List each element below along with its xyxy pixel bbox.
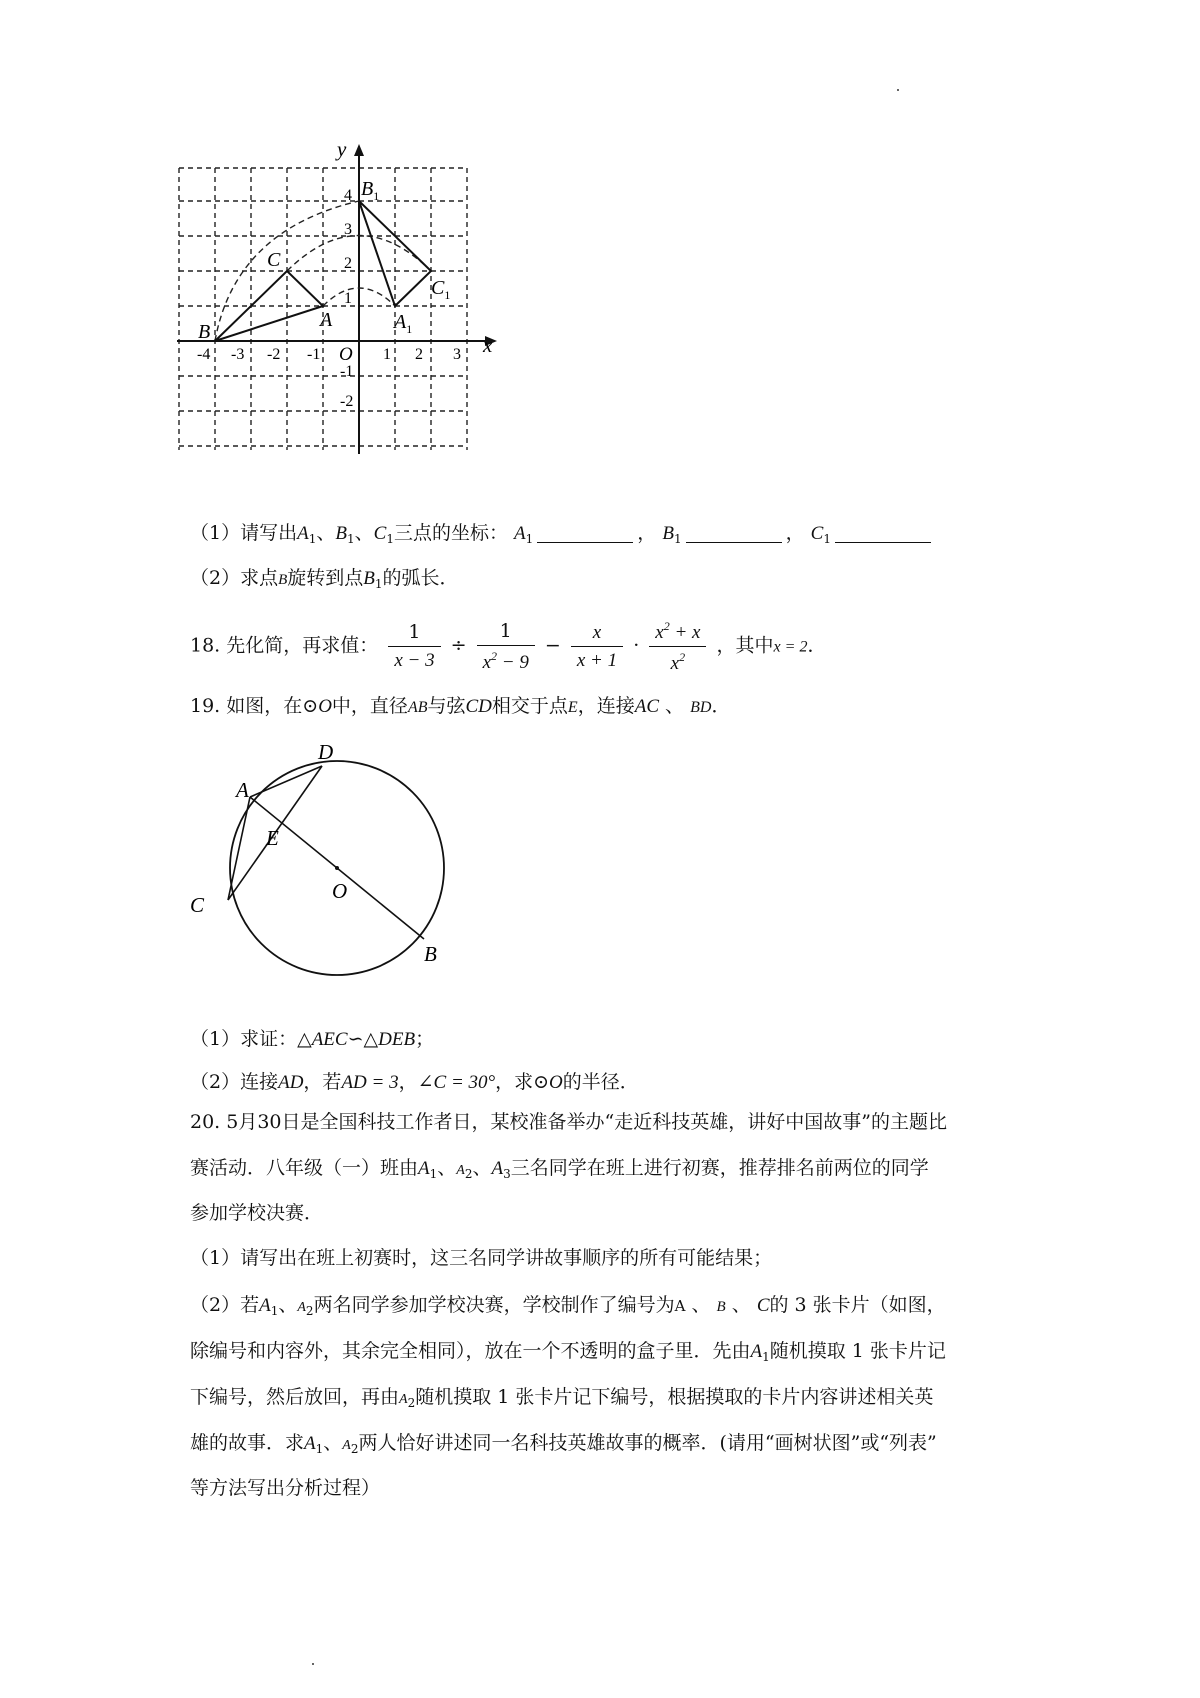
card-A: A [674, 1297, 686, 1315]
q17-part2 [190, 569, 459, 590]
q19-part2 [190, 1073, 639, 1092]
sub: 1 [315, 1442, 324, 1456]
label-A: A [236, 778, 249, 802]
var-AD: AD [278, 1072, 304, 1093]
q20-line3 [190, 1204, 323, 1223]
q19-part1 [190, 1030, 434, 1049]
text: ，连接 [577, 695, 635, 717]
text: 的半径． [562, 1071, 639, 1093]
exp: 2 [679, 650, 686, 664]
answer-blank-B1[interactable] [686, 524, 782, 543]
fraction-3 [571, 623, 623, 670]
mul-dot: · [633, 634, 640, 657]
text: 参加学校决赛． [190, 1202, 324, 1224]
similarity-expr: △AEC∽△DEB [297, 1029, 416, 1050]
y-tick-4: 4 [344, 187, 352, 204]
q18-condition: x = 2 [773, 638, 808, 656]
coordinate-grid-figure [175, 140, 535, 470]
term: − 9 [497, 651, 529, 673]
frac-num: x [571, 623, 623, 647]
q17-p2-prefix: （2）求点 [190, 567, 279, 589]
point-label-A1: $A_1$ [394, 311, 413, 336]
sub: 1 [270, 1304, 279, 1318]
card-C: C [756, 1295, 770, 1316]
center-point [335, 866, 339, 870]
text: ； [415, 1028, 435, 1050]
scan-speck [312, 1663, 314, 1665]
text: 除编号和内容外，其余完全相同），放在一个不透明的盒子里．先由 [190, 1340, 751, 1362]
comma: ， [637, 522, 657, 544]
text: 的 3 张卡片（如图， [769, 1294, 946, 1316]
text: 中，直径 [331, 695, 408, 717]
frac-num [649, 620, 706, 647]
x-tick--3: -3 [231, 346, 245, 363]
var-A: A [342, 1438, 351, 1453]
q20-line8 [190, 1434, 937, 1455]
q20-line1 [190, 1113, 947, 1132]
var-E: E [567, 699, 578, 716]
text: 随机摸取 1 张卡片记下编号，根据摸取的卡片内容讲述相关英 [415, 1386, 934, 1408]
var-O: O [318, 696, 332, 717]
circle-figure [190, 735, 450, 985]
sub: 1 [386, 532, 394, 546]
fraction-2 [477, 619, 535, 673]
var-A: A [297, 523, 309, 544]
expr-angle: ∠C = 30° [417, 1072, 496, 1093]
answer-blank-C1[interactable] [835, 524, 931, 543]
var: x [670, 653, 680, 674]
sub: 2 [464, 1167, 473, 1181]
y-tick--1: -1 [340, 363, 354, 380]
var-A: A [456, 1163, 465, 1178]
text: 雄的故事．求 [190, 1432, 305, 1454]
text: 随机摸取 1 张卡片记 [769, 1340, 946, 1362]
y-tick-3: 3 [344, 221, 352, 238]
fraction-1 [388, 623, 440, 670]
var-CD: CD [465, 696, 492, 717]
fraction-4 [649, 620, 706, 673]
answer-blank-A1[interactable] [537, 524, 633, 543]
q17-part1 [190, 524, 935, 545]
frac-num: 1 [388, 623, 440, 647]
q17-p2-mid: 旋转到点 [287, 567, 364, 589]
q18-line [190, 620, 826, 673]
q20-line4 [190, 1249, 772, 1268]
frac-den [649, 647, 706, 673]
card-B: B [716, 1299, 726, 1315]
sub: 2 [407, 1396, 416, 1410]
q20-line9 [190, 1479, 380, 1498]
sub: 2 [305, 1304, 314, 1318]
point-label-C1: $C_1$ [431, 277, 451, 302]
text: 19. 如图，在⊙ [190, 695, 319, 717]
var-A: A [514, 523, 526, 544]
text: 两人恰好讲述同一名科技英雄故事的概率．(请用“画树状图”或“列表” [358, 1432, 937, 1454]
sep: 、 [437, 1157, 457, 1179]
sub: 1 [308, 532, 317, 546]
sub: 1 [823, 532, 831, 546]
text: 赛活动．八年级（一）班由 [190, 1157, 419, 1179]
var-A: A [418, 1158, 430, 1179]
text: ，若 [303, 1071, 342, 1093]
segments [228, 766, 424, 939]
sub: 1 [374, 577, 383, 591]
text: （1）求证： [190, 1028, 298, 1050]
text: 20. 5月30日是全国科技工作者日，某校准备举办“走近科技英雄，讲好中国故事”的主题比 [190, 1111, 947, 1133]
text: 等方法写出分析过程） [190, 1477, 381, 1499]
sep: 、 [472, 1157, 492, 1179]
x-tick--2: -2 [267, 346, 281, 363]
var-AB: AB [407, 699, 428, 716]
div-sign: ÷ [450, 634, 467, 657]
x-tick-2: 2 [415, 346, 423, 363]
frac-den: x + 1 [576, 650, 618, 671]
text: （2）连接 [190, 1071, 279, 1093]
label-D: D [318, 740, 334, 764]
sub: 1 [346, 532, 355, 546]
label-E: E [266, 826, 279, 850]
sep: 、 [354, 522, 374, 544]
var-C: C [373, 523, 387, 544]
q20-line6 [190, 1342, 946, 1363]
y-axis-label: y [337, 140, 347, 161]
var-B: B [662, 523, 674, 544]
var: x [655, 622, 664, 643]
text: 与弦 [427, 695, 466, 717]
text: 相交于点 [491, 695, 568, 717]
var-A: A [304, 1433, 316, 1454]
text: ． [711, 695, 731, 717]
label-O: O [332, 879, 348, 903]
point-label-A: A [320, 309, 333, 331]
sub: 2 [350, 1442, 359, 1456]
var-O: O [549, 1072, 563, 1093]
x-axis-label: x [483, 333, 493, 357]
var: x [482, 651, 492, 673]
label-C: C [190, 893, 205, 917]
q20-line2 [190, 1159, 929, 1180]
text: 下编号，然后放回，再由 [190, 1386, 400, 1408]
sub: 1 [525, 532, 534, 546]
y-tick-2: 2 [344, 255, 352, 272]
text: （2）若 [190, 1294, 260, 1316]
sep: 、 [731, 1294, 751, 1316]
minus-sign: − [544, 634, 561, 657]
var-A: A [399, 1392, 408, 1407]
var-B: B [363, 568, 375, 589]
var-AC: AC [634, 696, 659, 717]
sub: 1 [429, 1167, 438, 1181]
exp: 2 [491, 648, 498, 663]
point-label-C: C [267, 249, 281, 271]
frac-num: 1 [477, 622, 535, 646]
exp: 2 [663, 619, 670, 633]
expr-AD: AD = 3 [341, 1072, 399, 1093]
y-axis-arrow [354, 144, 364, 156]
x-tick-3: 3 [453, 346, 461, 363]
text: 三名同学在班上进行初赛，推荐排名前两位的同学 [510, 1157, 929, 1179]
var-A: A [259, 1295, 271, 1316]
text: ， [398, 1071, 418, 1093]
sub: 1 [762, 1350, 770, 1364]
sep: 、 [316, 522, 336, 544]
frac-den [477, 646, 535, 672]
sep: 、 [278, 1294, 298, 1316]
scan-speck [897, 89, 899, 91]
q20-line7 [190, 1388, 933, 1409]
point-label-B: B [198, 321, 211, 343]
x-tick--4: -4 [197, 346, 211, 363]
var-B: B [335, 523, 347, 544]
origin-label: O [339, 344, 353, 365]
y-tick--2: -2 [340, 393, 354, 410]
sep: 、 [323, 1432, 343, 1454]
text: ，求⊙ [495, 1071, 550, 1093]
sub: 1 [673, 532, 682, 546]
point-label-B1: $B_1$ [361, 178, 380, 203]
q18-end: ． [807, 634, 827, 657]
q17-p2-suffix: 的弧长． [382, 567, 459, 589]
label-B: B [424, 942, 437, 966]
q20-line5 [190, 1296, 946, 1317]
term: + x [669, 622, 701, 643]
var-A: A [297, 1300, 306, 1315]
comma: ， [785, 522, 805, 544]
sep: 、 [691, 1294, 711, 1316]
q19-stem [190, 697, 730, 716]
var-A: A [491, 1158, 504, 1179]
sub: 3 [503, 1167, 511, 1181]
y-tick-1: 1 [344, 290, 352, 307]
var-C: C [810, 523, 824, 544]
q18-suffix: ，其中 [716, 634, 774, 657]
sep: 、 [665, 695, 685, 717]
x-tick--1: -1 [307, 346, 321, 363]
q17-p1-prefix: （1）请写出 [190, 522, 298, 544]
var-BD: BD [690, 699, 712, 716]
text: （1）请写出在班上初赛时，这三名同学讲故事顺序的所有可能结果； [190, 1247, 773, 1269]
var-A: A [750, 1341, 763, 1362]
q18-prefix: 18. 先化简，再求值： [190, 634, 379, 657]
text: 两名同学参加学校决赛，学校制作了编号为 [313, 1294, 675, 1316]
q17-p1-mid: 三点的坐标： [393, 522, 508, 544]
frac-den: x − 3 [394, 650, 435, 671]
x-tick-1: 1 [383, 346, 391, 363]
var-B: B [278, 572, 288, 588]
